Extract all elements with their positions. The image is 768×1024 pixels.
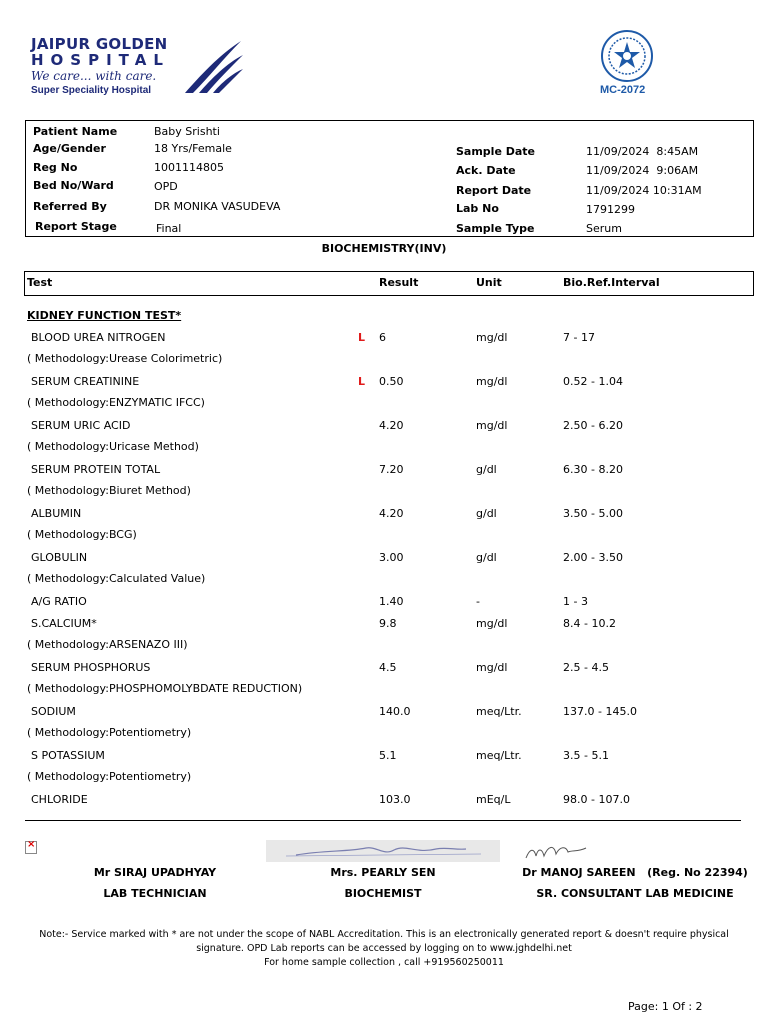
age-gender-label: Age/Gender: [33, 142, 106, 155]
report-date: 11/09/2024 10:31AM: [586, 184, 702, 197]
col-ref-header: Bio.Ref.Interval: [563, 276, 660, 289]
row-result: 5.1: [379, 749, 397, 762]
row-methodology: ( Methodology:Calculated Value): [27, 572, 206, 585]
lab-no-label: Lab No: [456, 202, 499, 215]
row-ref-interval: 1 - 3: [563, 595, 588, 608]
col-test-header: Test: [27, 276, 53, 289]
row-test-name: S POTASSIUM: [31, 749, 105, 762]
row-result: 7.20: [379, 463, 404, 476]
test-group-title: KIDNEY FUNCTION TEST*: [27, 309, 182, 322]
patient-info-box: [25, 120, 754, 237]
hospital-name-line1: JAIPUR GOLDEN: [31, 35, 168, 53]
note-line-1: Note:- Service marked with * are not under the scope of NABL Accreditation. This is an electronically generated report & doesn't require physical: [39, 929, 729, 940]
hospital-name-line2: HOSPITAL: [31, 51, 170, 69]
row-methodology: ( Methodology:Potentiometry): [27, 726, 192, 739]
age-gender: 18 Yrs/Female: [154, 142, 232, 155]
row-methodology: ( Methodology:Biuret Method): [27, 484, 191, 497]
accreditation-seal-icon: [599, 28, 655, 84]
row-unit: g/dl: [476, 551, 497, 564]
report-stage-label: Report Stage: [35, 220, 117, 233]
accreditation-code: MC-2072: [600, 84, 646, 96]
row-methodology: ( Methodology:PHOSPHOMOLYBDATE REDUCTION): [27, 682, 303, 695]
row-result: 1.40: [379, 595, 404, 608]
row-unit: meq/Ltr.: [476, 705, 522, 718]
row-methodology: ( Methodology:ARSENAZO III): [27, 638, 188, 651]
row-test-name: S.CALCIUM*: [31, 617, 97, 630]
row-result: 140.0: [379, 705, 411, 718]
sample-date: 11/09/2024 8:45AM: [586, 145, 699, 158]
row-ref-interval: 137.0 - 145.0: [563, 705, 637, 718]
swoosh-icon: [179, 37, 245, 97]
row-ref-interval: 8.4 - 10.2: [563, 617, 616, 630]
sample-type-label: Sample Type: [456, 222, 535, 235]
row-unit: mg/dl: [476, 375, 508, 388]
reg-no-label: Reg No: [33, 161, 78, 174]
note-line-3: For home sample collection , call +919560250011: [264, 957, 504, 968]
row-test-name: BLOOD UREA NITROGEN: [31, 331, 166, 344]
bed-ward: OPD: [154, 180, 178, 193]
row-test-name: SERUM CREATININE: [31, 375, 140, 388]
footer-divider: [25, 820, 741, 821]
row-result: 3.00: [379, 551, 404, 564]
reg-no: 1001114805: [154, 161, 224, 174]
row-ref-interval: 7 - 17: [563, 331, 595, 344]
row-ref-interval: 3.50 - 5.00: [563, 507, 623, 520]
hospital-logo: [27, 33, 248, 99]
row-unit: mg/dl: [476, 419, 508, 432]
row-test-name: CHLORIDE: [31, 793, 88, 806]
row-test-name: A/G RATIO: [31, 595, 87, 608]
biochemist-title: BIOCHEMIST: [344, 887, 422, 900]
row-ref-interval: 2.00 - 3.50: [563, 551, 623, 564]
row-methodology: ( Methodology:Uricase Method): [27, 440, 199, 453]
row-ref-interval: 0.52 - 1.04: [563, 375, 623, 388]
row-methodology: ( Methodology:BCG): [27, 528, 137, 541]
referred-by-label: Referred By: [33, 200, 107, 213]
consultant-name: Dr MANOJ SAREEN (Reg. No 22394): [522, 866, 748, 879]
report-stage: Final: [156, 222, 182, 235]
row-unit: mg/dl: [476, 617, 508, 630]
row-ref-interval: 2.50 - 6.20: [563, 419, 623, 432]
row-flag: L: [358, 331, 366, 344]
row-unit: mEq/L: [476, 793, 511, 806]
row-test-name: ALBUMIN: [31, 507, 82, 520]
hospital-subtitle: Super Speciality Hospital: [31, 85, 152, 96]
row-ref-interval: 98.0 - 107.0: [563, 793, 630, 806]
consultant-signature: [520, 840, 610, 862]
broken-image-icon: ×: [25, 841, 37, 854]
technician-title: LAB TECHNICIAN: [103, 887, 207, 900]
row-test-name: GLOBULIN: [31, 551, 88, 564]
hospital-tagline: We care... with care.: [31, 69, 157, 83]
row-unit: g/dl: [476, 507, 497, 520]
technician-name: Mr SIRAJ UPADHYAY: [93, 866, 217, 879]
row-result: 4.20: [379, 419, 404, 432]
row-result: 6: [379, 331, 386, 344]
signature-scribble-icon: [266, 840, 500, 862]
patient-name: Baby Srishti: [154, 125, 220, 138]
biochemist-name: Mrs. PEARLY SEN: [330, 866, 436, 879]
row-test-name: SODIUM: [31, 705, 76, 718]
patient-name-label: Patient Name: [33, 125, 118, 138]
row-methodology: ( Methodology:ENZYMATIC IFCC): [27, 396, 205, 409]
row-flag: L: [358, 375, 366, 388]
row-unit: g/dl: [476, 463, 497, 476]
row-result: 9.8: [379, 617, 397, 630]
sample-type: Serum: [586, 222, 622, 235]
sample-date-label: Sample Date: [456, 145, 536, 158]
biochemist-signature: [266, 840, 500, 862]
row-ref-interval: 3.5 - 5.1: [563, 749, 609, 762]
col-unit-header: Unit: [476, 276, 502, 289]
row-test-name: SERUM URIC ACID: [31, 419, 131, 432]
row-unit: meq/Ltr.: [476, 749, 522, 762]
ack-date: 11/09/2024 9:06AM: [586, 164, 699, 177]
row-result: 103.0: [379, 793, 411, 806]
bed-ward-label: Bed No/Ward: [33, 179, 114, 192]
row-unit: -: [476, 595, 480, 608]
ack-date-label: Ack. Date: [456, 164, 516, 177]
row-result: 4.5: [379, 661, 397, 674]
section-title: BIOCHEMISTRY(INV): [321, 242, 447, 255]
report-date-label: Report Date: [456, 184, 532, 197]
row-test-name: SERUM PHOSPHORUS: [31, 661, 151, 674]
row-methodology: ( Methodology:Potentiometry): [27, 770, 192, 783]
row-ref-interval: 2.5 - 4.5: [563, 661, 609, 674]
page-number: Page: 1 Of : 2: [628, 1000, 703, 1013]
referred-by: DR MONIKA VASUDEVA: [154, 200, 281, 213]
col-result-header: Result: [379, 276, 419, 289]
note-line-2: signature. OPD Lab reports can be accessed by logging on to www.jghdelhi.net: [196, 943, 572, 954]
row-methodology: ( Methodology:Urease Colorimetric): [27, 352, 223, 365]
lab-no: 1791299: [586, 203, 635, 216]
row-test-name: SERUM PROTEIN TOTAL: [31, 463, 161, 476]
row-result: 0.50: [379, 375, 404, 388]
consultant-title: SR. CONSULTANT LAB MEDICINE: [536, 887, 734, 900]
row-ref-interval: 6.30 - 8.20: [563, 463, 623, 476]
row-result: 4.20: [379, 507, 404, 520]
row-unit: mg/dl: [476, 661, 508, 674]
row-unit: mg/dl: [476, 331, 508, 344]
